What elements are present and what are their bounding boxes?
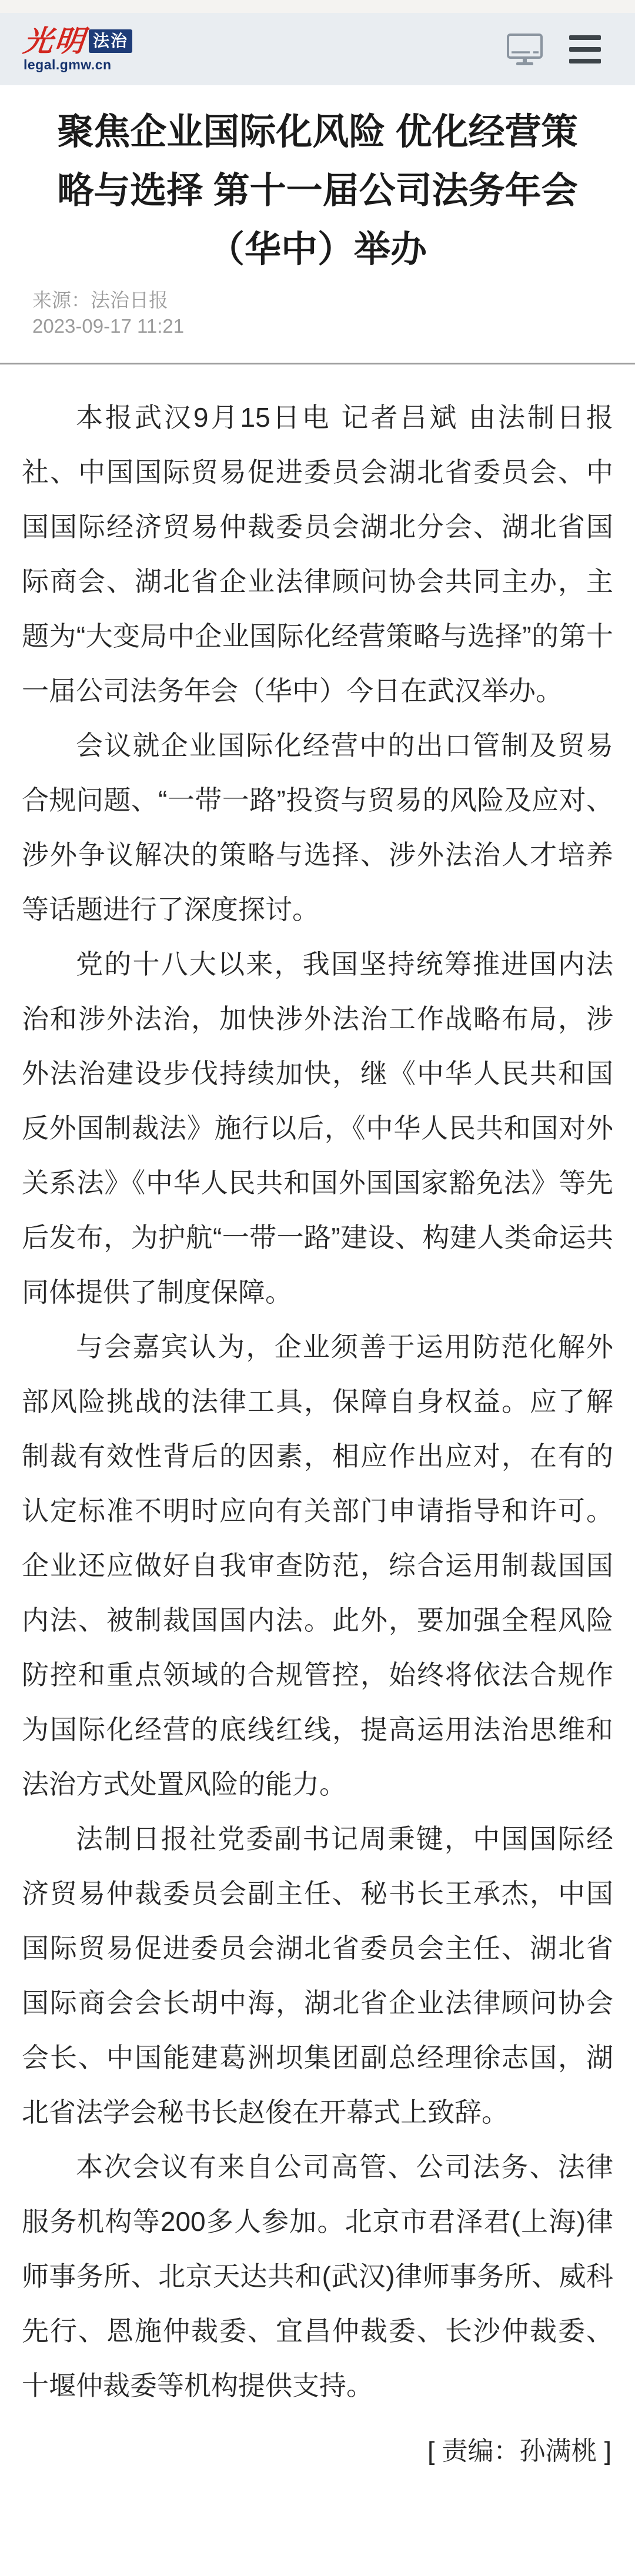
- site-header: [0, 13, 635, 85]
- desktop-icon[interactable]: [506, 33, 543, 66]
- article-title-line: 聚焦企业国际化风险 优化经营策: [57, 112, 578, 152]
- menu-bar: [569, 59, 601, 63]
- paragraph: 与会嘉宾认为，企业须善于运用防范化解外部风险挑战的法律工具，保障自身权益。应了解制裁有效性背后的因素，相应作出应对，在有的认定标准不明时应向有关部门申请指导和许可。企业还应做好自我审查防范，综合运用制裁国国内法、被制裁国国内法。此外，要加强全程风险防控和重点领域的合规管控，始终将依法合规作为国际化经营的底线红线，提高运用法治思维和法治方式处置风险的能力。: [22, 1332, 613, 1799]
- article-title-line: （华中）举办: [208, 229, 427, 270]
- paragraph: 本报武汉9月15日电 记者吕斌 由法制日报社、中国国际贸易促进委员会湖北省委员会、中国国际经济贸易仲裁委员会湖北分会、湖北省国际商会、湖北省企业法律顾问协会共同主办，主题为“大变局中企业国际化经营策略与选择”的第十一届公司法务年会（华中）今日在武汉举办。: [22, 402, 613, 706]
- paragraph: 党的十八大以来，我国坚持统筹推进国内法治和涉外法治，加快涉外法治工作战略布局，涉外法治建设步伐持续加快，继《中华人民共和国反外国制裁法》施行以后，《中华人民共和国对外关系法》《中华人民共和国外国国家豁免法》等先后发布，为护航“一带一路”建设、构建人类命运共同体提供了制度保障。: [22, 949, 613, 1307]
- header-actions: [506, 32, 601, 67]
- site-logo[interactable]: [21, 24, 132, 72]
- editor-note: [ 责编：孙满桃 ]: [427, 2437, 611, 2465]
- menu-bar: [569, 47, 601, 52]
- article-body: [0, 364, 635, 2413]
- article-source: 来源：法治日报: [32, 289, 168, 311]
- top-strip: [0, 0, 635, 13]
- logo-domain-text: legal.gmw.cn: [24, 57, 112, 72]
- article-meta: [32, 287, 635, 339]
- logo-channel-badge: 法治: [89, 29, 132, 53]
- logo-brand-text: 光明: [21, 24, 88, 58]
- article-datetime: 2023-09-17 11:21: [32, 315, 185, 337]
- logo-row: [21, 24, 132, 58]
- menu-bar: [569, 35, 601, 40]
- article-title-line: 略与选择 第十一届公司法务年会: [57, 170, 578, 211]
- article: [0, 103, 635, 2466]
- article-title: [32, 103, 603, 279]
- paragraph: 本次会议有来自公司高管、公司法务、法律服务机构等200多人参加。北京市君泽君(上海)律师事务所、北京天达共和(武汉)律师事务所、威科先行、恩施仲裁委、宜昌仲裁委、长沙仲裁委、十堰仲裁委等机构提供支持。: [22, 2152, 613, 2401]
- paragraph: 会议就企业国际化经营中的出口管制及贸易合规问题、“一带一路”投资与贸易的风险及应对、涉外争议解决的策略与选择、涉外法治人才培养等话题进行了深度探讨。: [22, 730, 613, 925]
- paragraph: 法制日报社党委副书记周秉键，中国国际经济贸易仲裁委员会副主任、秘书长王承杰，中国国际贸易促进委员会湖北省委员会主任、湖北省国际商会会长胡中海，湖北省企业法律顾问协会会长、中国能建葛洲坝集团副总经理徐志国，湖北省法学会秘书长赵俊在开幕式上致辞。: [22, 1824, 613, 2127]
- desktop-icon-glyph: [506, 33, 543, 66]
- menu-icon[interactable]: [569, 32, 601, 67]
